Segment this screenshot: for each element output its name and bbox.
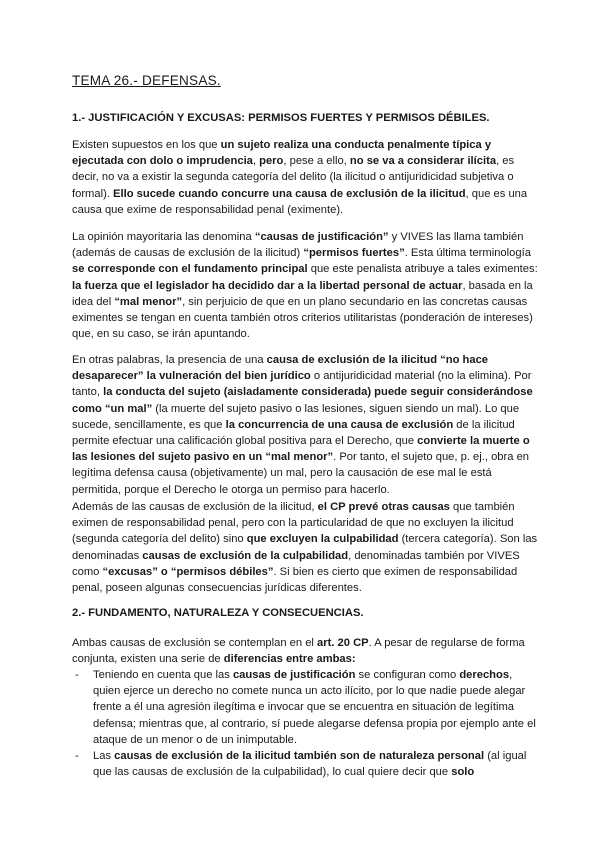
bold-text-run: diferencias entre ambas: [223,653,356,666]
paragraph-5 [72,635,542,667]
text-run: o antijuridicidad material (no la elimina). Por tanto, [72,370,532,399]
bold-text-run: causa de exclusión de la ilicitud “no hace desaparecer” la vulneración del bien jurídico [72,354,489,383]
bold-text-run: no se va a considerar ilícita [349,155,497,168]
text-run: . Esta última terminología [404,247,531,260]
text-run: y VIVES las llama también (además de causas de exclusión de la ilicitud) [72,231,524,260]
text-run: La opinión mayoritaria las denomina [72,231,255,243]
text-run: , [252,155,260,168]
paragraph-4 [72,499,542,596]
bold-text-run: “excusas” o “permisos débiles” [102,565,274,578]
text-run: , quien ejerce un derecho no comete nunca un acto ilícito, por lo que nadie puede alegar frente a él una agresión ilegítima e invocar que se encuentra en situación de legítima defensa; mientras que, al contrario, sí puede alegarse defensa propia por ejemplo ante el ataque de un menor o de un inimputable. [93,669,536,746]
bold-text-run: “causas de justificación” [254,231,389,243]
text-run: Las [93,750,115,763]
section-heading-1: 1.- JUSTIFICACIÓN Y EXCUSAS: PERMISOS FUERTES Y PERMISOS DÉBILES. [72,112,490,124]
text-run: , basada en la idea del [72,279,533,308]
list-item-text [93,750,526,778]
bold-text-run: causas de justificación [232,669,356,681]
paragraph-1 [72,137,542,218]
text-run: . Si bien es cierto que eximen de responsabilidad penal, poseen algunas consecuencias jurídicas diferentes. [72,565,518,595]
page-title: TEMA 26.- DEFENSAS. [72,73,221,88]
bold-text-run: Ello sucede cuando concurre una causa de exclusión de la ilicitud [113,187,466,200]
bold-text-run: pero [259,155,284,168]
bold-text-run: que excluyen la culpabilidad [246,533,399,546]
text-run: Existen supuestos en los que [72,139,221,151]
list-item [72,748,542,780]
text-run: En otras palabras, la presencia de una [72,354,267,366]
text-run: se configuran como [355,669,460,681]
bold-text-run: el CP prevé otras causas [317,501,450,513]
paragraph-2 [72,229,542,342]
dash-bullet: - [75,669,79,681]
bold-text-run: la conducta del sujeto (aisladamente considerada) puede seguir considerándose como “un mal” [72,386,533,415]
section-heading-2: 2.- FUNDAMENTO, NATURALEZA Y CONSECUENCIAS. [72,607,364,619]
text-run: Teniendo en cuenta que las [93,669,233,681]
text-run: , es decir, no va a existir la segunda categoría del delito (la ilicitud o antijuridicidad subjetiva o formal). [72,155,515,200]
text-run: . A pesar de regularse de forma conjunta, existen una serie de [72,637,525,666]
bold-text-run: se corresponde con el fundamento principal [72,263,308,276]
bold-text-run: art. 20 CP [317,637,369,649]
text-run: (la muerte del sujeto pasivo o las lesiones, siguen siendo un mal). Lo que sucede, sencillamente, es que [72,402,520,431]
text-run: que también eximen de responsabilidad penal, pero con la particularidad de que no excluyen la ilicitud (segunda categoría del delito) sino [72,501,515,546]
bold-text-run: la fuerza que el legislador ha decidido dar a la libertad personal de actuar [72,279,463,292]
bold-text-run: derechos [459,669,510,681]
text-run: (al igual que las causas de exclusión de la culpabilidad), lo cual quiere decir que [93,750,527,779]
list-item [72,667,542,748]
bold-text-run: la concurrencia de una causa de exclusión [225,418,454,431]
differences-list [72,667,542,780]
text-run: , sin perjuicio de que en un plano secundario en las concretas causas eximentes se tengan en cuenta también otros criterios utilitaristas (ponderación de intereses) que, en su caso, se irán apuntando. [72,295,533,341]
dash-bullet: - [75,750,79,763]
text-run: que este penalista atribuye a tales eximentes: [307,263,538,276]
text-run: . Por tanto, el sujeto que, p. ej., obra en legítima defensa causa (objetivamente) un mal, pero la causación de ese mal le está permitida, porque el Derecho le otorga un permiso para hacerlo. [72,451,530,496]
bold-text-run: convierte la muerte o las lesiones del sujeto pasivo en un “mal menor” [72,435,530,464]
list-item-text [93,669,536,746]
text-run: de la ilicitud permite efectuar una calificación global positiva para el Derecho, que [72,418,515,448]
text-run: Además de las causas de exclusión de la ilicitud, [72,501,318,513]
bold-text-run: un sujeto realiza una conducta penalmente típica y ejecutada con dolo o imprudencia [72,139,492,168]
paragraph-3 [72,352,542,498]
text-run: , que es una causa que exime de responsabilidad penal (eximente). [72,187,528,216]
bold-text-run: “mal menor” [114,295,183,308]
text-run: , pese a ello, [283,155,350,168]
text-run: (tercera categoría). Son las denominadas [72,533,538,562]
bold-text-run: “permisos fuertes” [303,247,405,260]
bold-text-run: causas de exclusión de la ilicitud también son de naturaleza personal [114,750,485,763]
text-run: Ambas causas de exclusión se contemplan en el [72,637,318,649]
bold-text-run: solo [451,766,475,779]
text-run: , denominadas también por VIVES como [72,549,520,578]
bold-text-run: causas de exclusión de la culpabilidad [142,549,349,562]
